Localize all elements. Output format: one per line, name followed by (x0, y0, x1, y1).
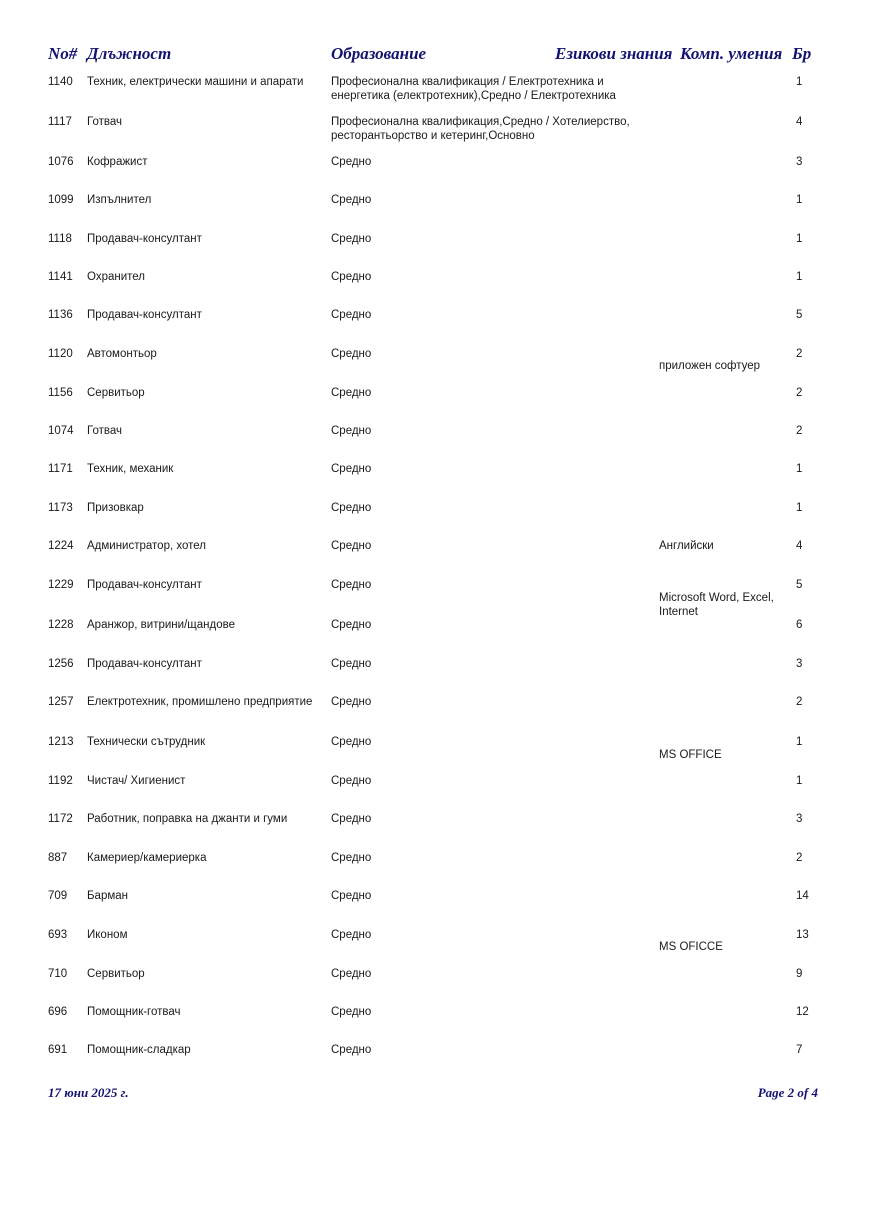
skill-note: Английски (659, 540, 714, 552)
row-position: Барман (87, 890, 128, 902)
row-position: Камериер/камериерка (87, 852, 207, 864)
row-count: 1 (796, 463, 803, 475)
table-row (0, 1043, 870, 1081)
row-position: Електротехник, промишлено предприятие (87, 696, 313, 708)
row-education: Средно (331, 736, 372, 748)
row-position: Помощник-сладкар (87, 1044, 191, 1056)
row-count: 13 (796, 929, 809, 941)
row-number: 1140 (48, 76, 73, 88)
row-number: 1074 (48, 425, 74, 437)
row-education: Средно (331, 890, 372, 902)
row-count: 1 (796, 271, 803, 283)
row-position: Помощник-готвач (87, 1006, 181, 1018)
row-count: 6 (796, 619, 803, 631)
row-count: 1 (796, 775, 803, 787)
row-position: Технически сътрудник (87, 736, 206, 748)
skill-note: MS OFFICE (659, 749, 722, 761)
header-languages: Езикови знания (555, 44, 673, 63)
footer-page-number: Page 2 of 4 (757, 1085, 818, 1100)
row-count: 3 (796, 156, 803, 168)
row-number: 1117 (48, 116, 72, 128)
row-number: 1120 (48, 348, 73, 360)
row-position: Продавач-консултант (87, 658, 202, 670)
table-row (0, 774, 870, 812)
row-number: 1099 (48, 194, 74, 206)
row-number: 709 (48, 890, 68, 902)
row-position: Продавач-консултант (87, 309, 202, 321)
row-position: Призовкар (87, 502, 144, 514)
skill-note: MS OFICCE (659, 941, 723, 953)
table-row (0, 1005, 870, 1043)
row-count: 14 (796, 890, 809, 902)
row-position: Иконом (87, 929, 128, 941)
row-count: 12 (796, 1006, 809, 1018)
row-education: Средно (331, 156, 372, 168)
row-education: Средно (331, 696, 372, 708)
row-number: 1076 (48, 156, 74, 168)
row-number: 1213 (48, 736, 74, 748)
table-row (0, 270, 870, 308)
footer-date: 17 юни 2025 г. (48, 1085, 129, 1100)
table-row (0, 889, 870, 927)
row-education: Средно (331, 658, 372, 670)
table-row (0, 501, 870, 539)
row-education: Средно (331, 348, 372, 360)
row-education: Средно (331, 929, 372, 941)
row-education: Средно (331, 425, 372, 437)
row-count: 4 (796, 540, 803, 552)
table-row (0, 851, 870, 889)
row-count: 2 (796, 387, 803, 399)
row-count: 3 (796, 813, 803, 825)
table-row (0, 155, 870, 193)
table-row (0, 462, 870, 500)
row-count: 5 (796, 309, 803, 321)
row-education: Средно (331, 579, 372, 591)
row-education: Средно (331, 1044, 372, 1056)
row-count: 1 (796, 502, 803, 514)
row-position: Готвач (87, 116, 122, 128)
row-count: 2 (796, 348, 803, 360)
row-count: 1 (796, 76, 803, 88)
row-number: 1257 (48, 696, 74, 708)
table-row (0, 193, 870, 231)
row-position: Кофражист (87, 156, 148, 168)
row-count: 3 (796, 658, 803, 670)
row-education: Средно (331, 271, 372, 283)
row-position: Сервитьор (87, 387, 145, 399)
table-row (0, 386, 870, 424)
table-row (0, 657, 870, 695)
row-education: Средно (331, 852, 372, 864)
row-number: 1229 (48, 579, 74, 591)
row-position: Работник, поправка на джанти и гуми (87, 813, 288, 825)
row-count: 1 (796, 233, 803, 245)
row-education: Средно (331, 540, 372, 552)
row-education: Професионална квалификация,Средно / Хотелиерство, ресторантьорство и кетеринг,Основно (331, 116, 630, 142)
table-row (0, 424, 870, 462)
row-position: Техник, електрически машини и апарати (87, 76, 304, 88)
row-position: Аранжор, витрини/щандове (87, 619, 235, 631)
row-count: 2 (796, 852, 803, 864)
row-education: Средно (331, 194, 372, 206)
row-education: Средно (331, 309, 372, 321)
table-row (0, 695, 870, 733)
row-education: Средно (331, 387, 372, 399)
row-count: 1 (796, 736, 803, 748)
table-row (0, 232, 870, 270)
row-position: Охранител (87, 271, 145, 283)
table-row (0, 812, 870, 850)
row-education: Средно (331, 619, 372, 631)
skill-note: Microsoft Word, Excel, Internet (659, 592, 774, 618)
row-position: Сервитьор (87, 968, 145, 980)
row-position: Администратор, хотел (87, 540, 206, 552)
row-number: 691 (48, 1044, 68, 1056)
header-no: No# (48, 44, 78, 63)
table-row (0, 75, 870, 113)
row-count: 7 (796, 1044, 803, 1056)
table-row (0, 115, 870, 153)
row-number: 1173 (48, 502, 73, 514)
row-number: 887 (48, 852, 68, 864)
row-count: 2 (796, 425, 803, 437)
table-row (0, 308, 870, 346)
row-number: 1228 (48, 619, 74, 631)
row-number: 1136 (48, 309, 73, 321)
row-number: 710 (48, 968, 68, 980)
row-count: 4 (796, 116, 803, 128)
row-count: 1 (796, 194, 803, 206)
row-education: Средно (331, 775, 372, 787)
header-position: Длъжност (87, 44, 172, 63)
row-count: 5 (796, 579, 803, 591)
row-number: 1156 (48, 387, 73, 399)
row-number: 1141 (48, 271, 73, 283)
table-row (0, 618, 870, 656)
table-row (0, 967, 870, 1005)
skill-note: приложен софтуер (659, 360, 761, 372)
row-number: 1192 (48, 775, 73, 787)
row-number: 1118 (48, 233, 72, 245)
row-education: Средно (331, 463, 372, 475)
row-number: 693 (48, 929, 68, 941)
row-education: Средно (331, 813, 372, 825)
row-education: Средно (331, 502, 372, 514)
row-education: Средно (331, 1006, 372, 1018)
row-position: Изпълнител (87, 194, 152, 206)
header-computer-skills: Комп. умения (680, 44, 783, 63)
row-count: 2 (796, 696, 803, 708)
row-position: Чистач/ Хигиенист (87, 775, 186, 787)
row-education: Средно (331, 968, 372, 980)
row-position: Продавач-консултант (87, 579, 202, 591)
row-number: 1256 (48, 658, 74, 670)
row-number: 696 (48, 1006, 68, 1018)
row-position: Техник, механик (87, 463, 174, 475)
row-position: Автомонтьор (87, 348, 157, 360)
header-education: Образование (331, 44, 427, 63)
row-number: 1171 (48, 463, 73, 475)
row-position: Продавач-консултант (87, 233, 202, 245)
row-number: 1224 (48, 540, 74, 552)
row-count: 9 (796, 968, 803, 980)
row-position: Готвач (87, 425, 122, 437)
row-number: 1172 (48, 813, 73, 825)
row-education: Средно (331, 233, 372, 245)
row-education: Професионална квалификация / Електротехника и енергетика (електротехник),Средно / Електротехника (331, 76, 616, 102)
header-count: Бр (792, 44, 812, 63)
